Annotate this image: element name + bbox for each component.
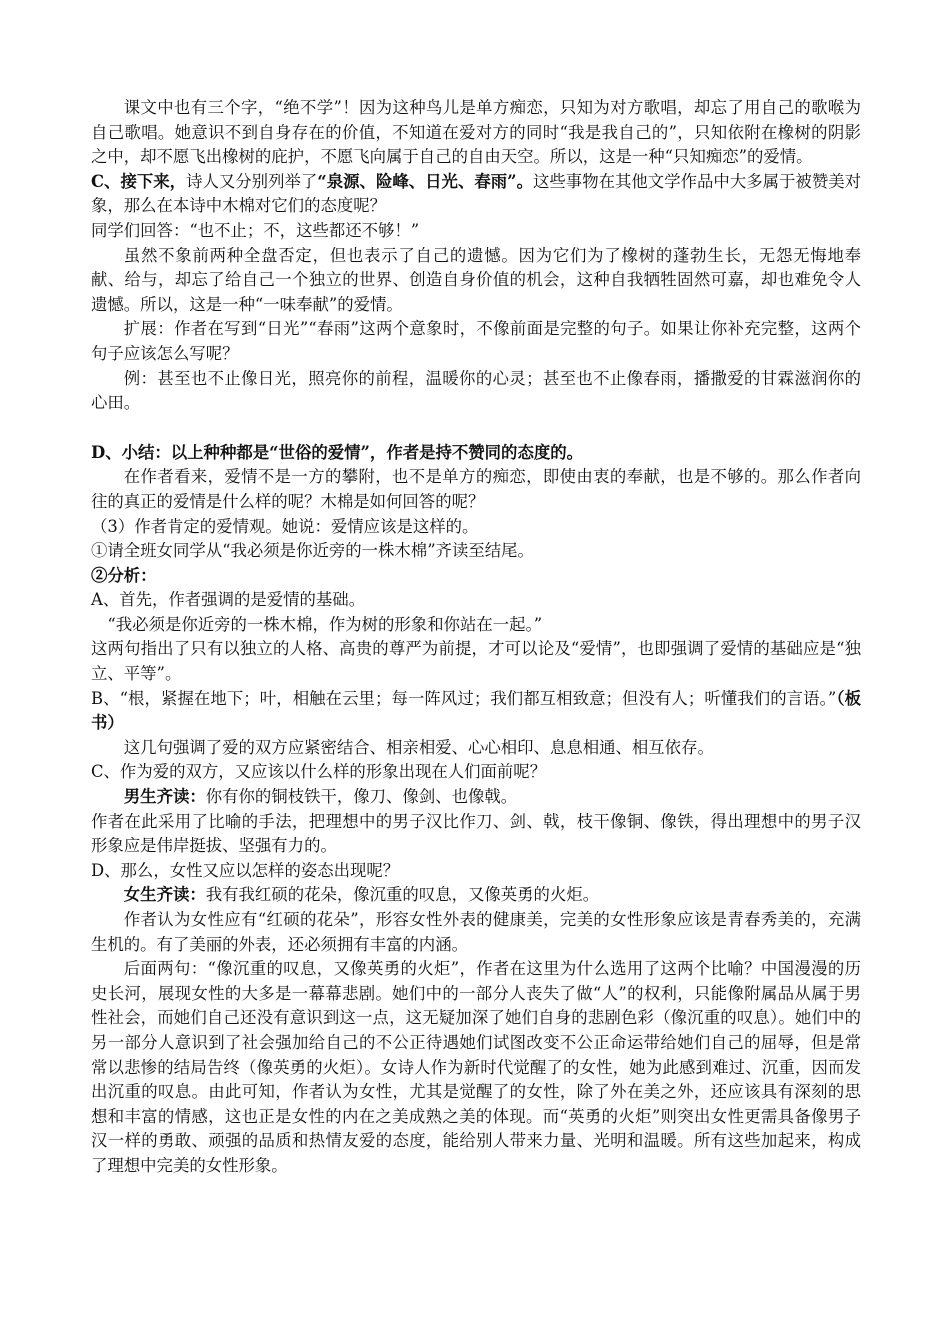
paragraph: 这两句指出了只有以独立的人格、高贵的尊严为前提，才可以论及“爱情”，也即强调了爱情的基础应是“独立、平等”。 xyxy=(91,639,861,684)
paragraph-text: B、“根，紧握在地下；叶，相触在云里；每一阵风过；我们都互相致意；但没有人；听懂我们的言语。” xyxy=(91,688,837,708)
section-heading: D、小结：以上种种都是“世俗的爱情”，作者是持不赞同的态度的。 xyxy=(91,442,584,462)
section-heading: ②分析： xyxy=(91,565,157,585)
paragraph: 课文中也有三个字，“绝不学”！因为这种鸟儿是单方痴恋，只知为对方歌唱，却忘了用自己的歌喉为自己歌唱。她意识不到自身存在的价值，不知道在爱对方的同时“我是我自己的”，只知依附在橡树的阴影之中，却不愿飞出橡树的庇护，不愿飞向属于自己的自由天空。所以，这是一种“只知痴恋”的爱情。 xyxy=(91,98,861,167)
paragraph: 在作者看来，爱情不是一方的攀附，也不是单方的痴恋，即使由衷的奉献，也是不够的。那么作者向往的真正的爱情是什么样的呢？木棉是如何回答的呢？ xyxy=(91,467,861,511)
paragraph: 同学们回答：“也不止；不，这些都还不够！” xyxy=(91,220,420,240)
section-label: C、接下来， xyxy=(91,171,187,191)
blank-line xyxy=(91,416,861,441)
paragraph: 后面两句：“像沉重的叹息，又像英勇的火炬”，作者在这里为什么选用了这两个比喻？中国漫漫的历史长河，展现女性的大多是一幕幕悲剧。她们中的一部分人丧失了做“人”的权利，只能像附属品从属于男性社会，而她们自己还没有意识到这一点，这无疑加深了她们自身的悲剧色彩（像沉重的叹息）。她们中的另一部分人意识到了社会强加给自己的不公正待遇她们试图改变不公正命运带给她们自己的屈辱，但是常常以悲惨的结局告终（像英勇的火炬）。女诗人作为新时代觉醒了的女性，她为此感到难过、沉重，因而发出沉重的叹息。由此可知，作者认为女性，尤其是觉醒了的女性，除了外在美之外，还应该具有深刻的思想和丰富的情感，这也正是女性的内在之美成熟之美的体现。而“英勇的火炬”则突出女性更需具备像男子汉一样的勇敢、顽强的品质和热情友爱的态度，能给别人带来力量、光明和温暖。所有这些加起来，构成了理想中完美的女性形象。 xyxy=(91,959,861,1175)
emphasis-text: “泉源、险峰、日光、春雨”。 xyxy=(317,171,533,191)
paragraph: C、作为爱的双方，又应该以什么样的形象出现在人们面前呢？ xyxy=(91,762,547,782)
paragraph: 这几句强调了爱的双方应紧密结合、相亲相爱、心心相印、息息相通、相互依存。 xyxy=(123,737,714,757)
paragraph: 作者在此采用了比喻的手法，把理想中的男子汉比作刀、剑、戟，枝干像铜、像铁，得出理想中的男子汉形象应是伟岸挺拔、坚强有力的。 xyxy=(91,811,861,856)
paragraph: 作者认为女性应有“红硕的花朵”，形容女性外表的健康美，完美的女性形象应该是青春秀美的，充满生机的。有了美丽的外表，还必须拥有丰富的内涵。 xyxy=(91,910,861,954)
paragraph-text: 诗人又分别列举了 xyxy=(186,171,318,191)
paragraph-text: 我有我红硕的花朵，像沉重的叹息，又像英勇的火炬。 xyxy=(205,885,600,905)
reader-label: 男生齐读： xyxy=(123,787,206,807)
paragraph xyxy=(91,687,861,736)
board-note: （板书） xyxy=(91,688,861,733)
paragraph xyxy=(91,785,861,810)
paragraph: 扩展：作者在写到“日光”“春雨”这两个意象时，不像前面是完整的句子。如果让你补充完整，这两个句子应该怎么写呢？ xyxy=(91,319,861,363)
paragraph: ①请全班女同学从“我必须是你近旁的一株木棉”齐读至结尾。 xyxy=(91,541,534,561)
paragraph xyxy=(91,170,861,219)
paragraph-text: 你有你的铜枝铁干，像刀、像剑、也像戟。 xyxy=(205,787,518,807)
quote-line: “我必须是你近旁的一株木棉，作为树的形象和你站在一起。” xyxy=(107,614,543,634)
paragraph: D、那么，女性又应以怎样的姿态出现呢？ xyxy=(91,860,400,880)
document-page xyxy=(91,96,861,1179)
reader-label: 女生齐读： xyxy=(123,885,206,905)
paragraph: 虽然不象前两种全盘否定，但也表示了自己的遗憾。因为它们为了橡树的蓬勃生长，无怨无悔地奉献、给与，却忘了给自己一个独立的世界、创造自身价值的机会，这种自我牺牲固然可嘉，却也难免令人遗憾。所以，这是一种“一味奉献”的爱情。 xyxy=(91,245,861,314)
paragraph: A、首先，作者强调的是爱情的基础。 xyxy=(91,590,366,610)
paragraph: （3）作者肯定的爱情观。她说：爱情应该是这样的。 xyxy=(91,516,479,536)
paragraph xyxy=(91,883,861,908)
paragraph: 例：甚至也不止像日光，照亮你的前程，温暖你的心灵；甚至也不止像春雨，播撒爱的甘霖滋润你的心田。 xyxy=(91,368,861,413)
paragraph-text: 这些事物在其他文学作品中大多属于被赞美对象，那么在本诗中木棉对它们的态度呢？ xyxy=(91,171,862,216)
